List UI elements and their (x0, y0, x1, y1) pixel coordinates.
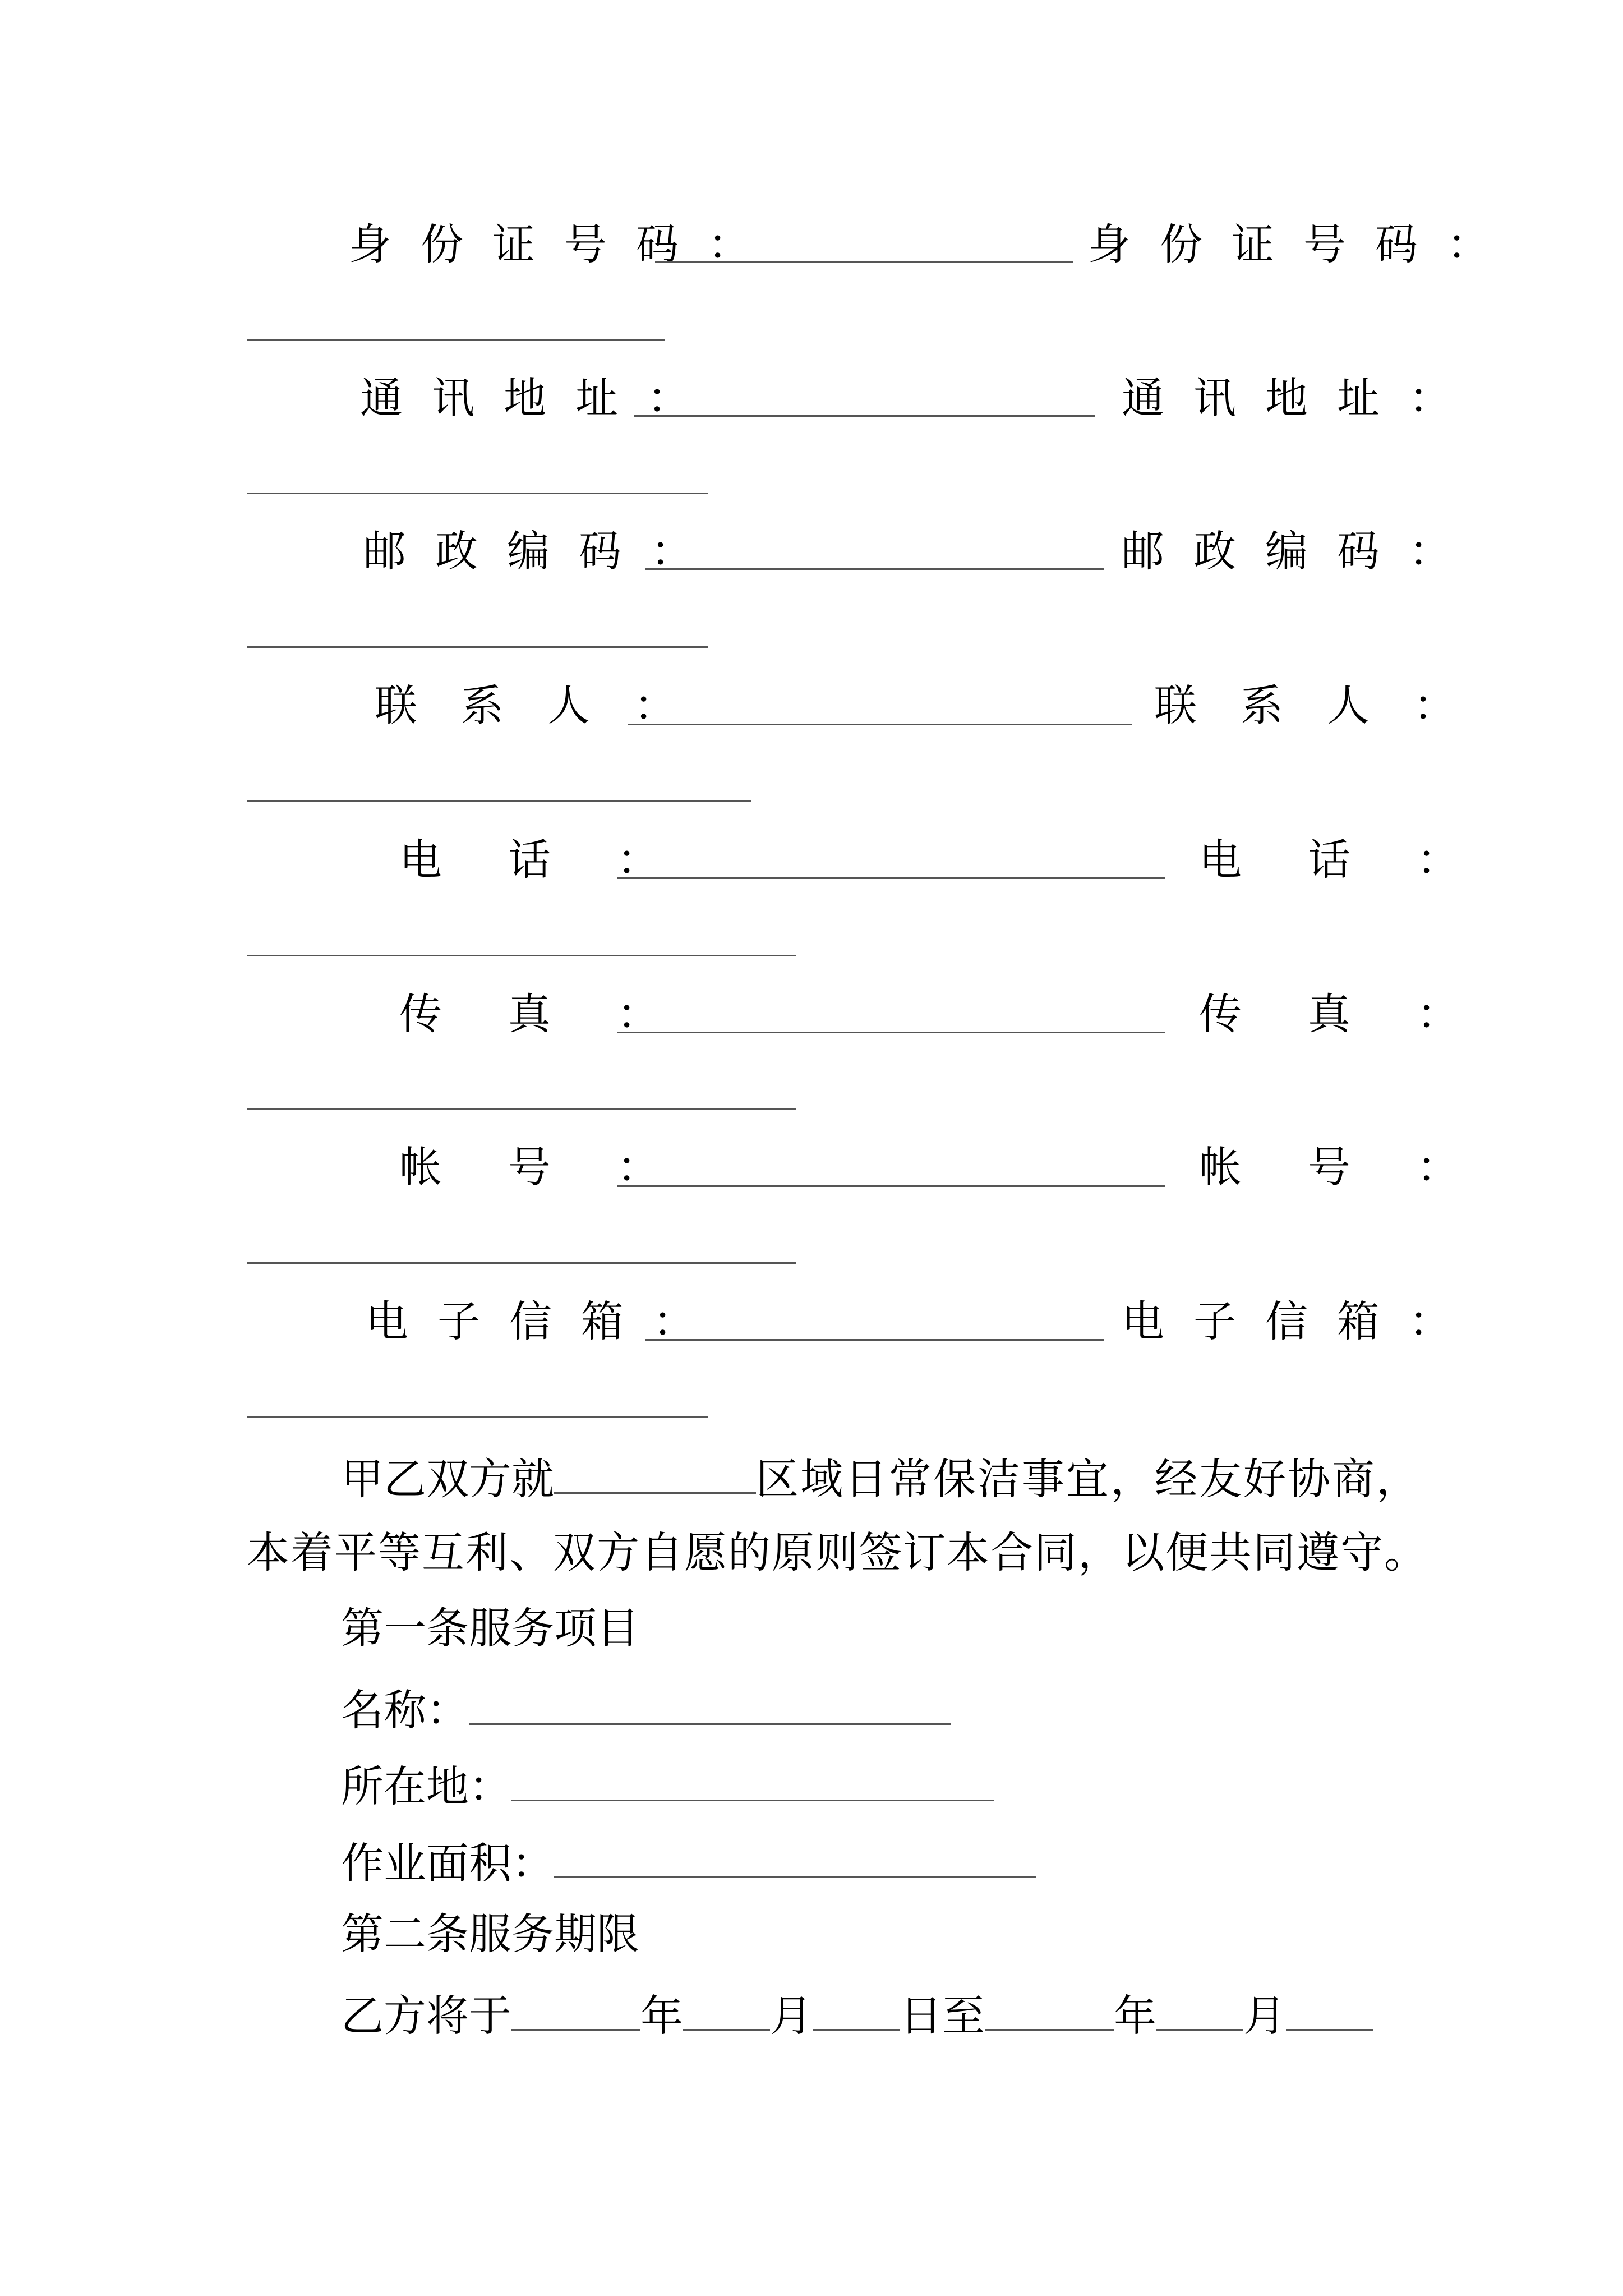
day-to-label: 日至 (900, 1991, 985, 2041)
contact-label-party-a: 联系人： (375, 680, 720, 730)
area-label: 作业面积： (341, 1838, 554, 1888)
phone-label-party-a: 电话： (399, 835, 726, 885)
intro-text-part2: 区域日常保洁事宜，经友好协商， (756, 1454, 1421, 1504)
phone-label-party-b: 电话： (1199, 835, 1525, 885)
intro-line-2: 本着平等互利、双方自愿的原则签订本合同，以便共同遵守。 (247, 1527, 1428, 1577)
account-field-party-a[interactable] (617, 1185, 1165, 1187)
id-number-field-party-b[interactable] (247, 339, 665, 341)
address-field-party-b[interactable] (247, 493, 708, 494)
email-label-party-b: 电子信箱： (1122, 1296, 1481, 1346)
address-label-party-b: 通讯地址： (1122, 373, 1481, 423)
year-label-2: 年 (1114, 1991, 1156, 2041)
service-name-field[interactable] (469, 1684, 951, 1725)
location-row (341, 1760, 994, 1811)
fax-field-party-a[interactable] (617, 1032, 1165, 1033)
email-label-party-a: 电子信箱： (366, 1296, 725, 1346)
year-label-1: 年 (640, 1991, 683, 2041)
month-label-1: 月 (770, 1991, 813, 2041)
contact-field-party-a[interactable] (628, 724, 1132, 725)
start-year-field[interactable] (511, 1990, 640, 2031)
phone-field-party-b[interactable] (247, 955, 796, 956)
contact-field-party-b[interactable] (247, 800, 751, 802)
location-label: 所在地： (341, 1761, 511, 1811)
account-label-party-b: 帐号： (1199, 1142, 1525, 1192)
account-field-party-b[interactable] (247, 1262, 796, 1264)
account-label-party-a: 帐号： (399, 1142, 726, 1192)
area-field[interactable] (554, 1837, 1036, 1878)
service-name-row (341, 1684, 951, 1735)
start-day-field[interactable] (813, 1990, 900, 2031)
contact-label-party-b: 联系人： (1154, 680, 1500, 730)
end-day-field[interactable] (1286, 1990, 1373, 2031)
id-number-label-party-a: 身份证号码： (349, 219, 780, 269)
postcode-label-party-b: 邮政编码： (1122, 526, 1481, 576)
period-prefix: 乙方将于 (341, 1991, 511, 2041)
article2-title: 第二条服务期限 (341, 1909, 639, 1959)
id-number-label-party-b: 身份证号码： (1088, 219, 1519, 269)
service-name-label: 名称： (341, 1685, 469, 1735)
address-field-party-a[interactable] (634, 415, 1095, 417)
region-blank[interactable] (554, 1453, 756, 1494)
fax-label-party-a: 传真： (399, 989, 726, 1039)
intro-line-1 (341, 1453, 1421, 1504)
postcode-field-party-a[interactable] (645, 568, 1104, 570)
address-label-party-a: 通讯地址： (360, 373, 719, 423)
id-number-field-party-a[interactable] (655, 261, 1073, 263)
postcode-field-party-b[interactable] (247, 646, 708, 648)
article1-title: 第一条服务项目 (341, 1603, 639, 1653)
intro-text-part1: 甲乙双方就 (341, 1454, 554, 1504)
area-row (341, 1837, 1036, 1888)
phone-field-party-a[interactable] (617, 877, 1165, 879)
end-year-field[interactable] (985, 1990, 1114, 2031)
email-field-party-b[interactable] (247, 1416, 708, 1418)
end-month-field[interactable] (1156, 1990, 1243, 2031)
start-month-field[interactable] (683, 1990, 770, 2031)
service-period-row (341, 1990, 1373, 2041)
email-field-party-a[interactable] (645, 1339, 1104, 1341)
month-label-2: 月 (1243, 1991, 1286, 2041)
fax-field-party-b[interactable] (247, 1108, 796, 1110)
location-field[interactable] (511, 1760, 994, 1801)
fax-label-party-b: 传真： (1199, 989, 1525, 1039)
postcode-label-party-a: 邮政编码： (363, 526, 722, 576)
